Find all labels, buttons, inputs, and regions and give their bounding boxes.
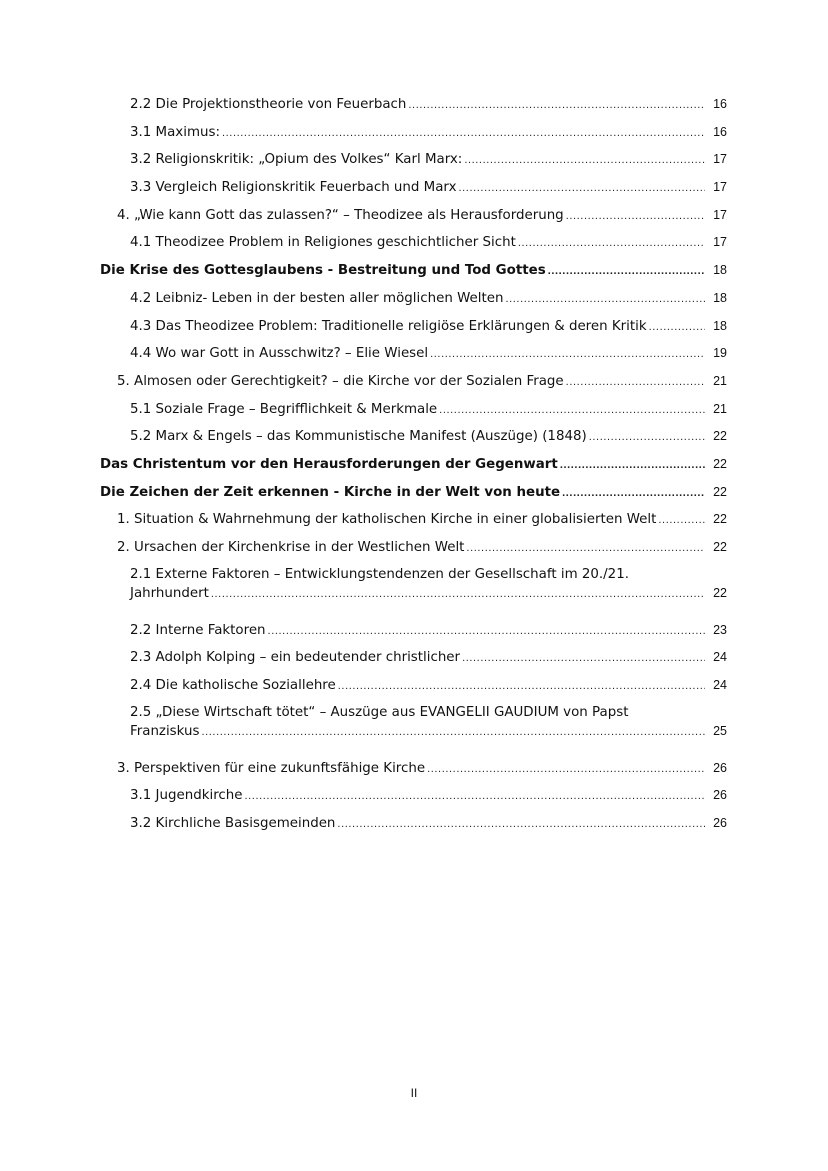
toc-entry[interactable] bbox=[100, 510, 727, 538]
toc-entry[interactable] bbox=[100, 814, 727, 842]
toc-entry-title-continued: Jahrhundert bbox=[130, 585, 209, 601]
dot-leader bbox=[408, 96, 705, 114]
toc-entry[interactable] bbox=[100, 455, 727, 483]
dot-leader bbox=[211, 585, 705, 603]
toc-entry-page-number: 24 bbox=[713, 650, 727, 665]
toc-entry-page-number: 22 bbox=[713, 484, 727, 499]
toc-entry[interactable] bbox=[100, 206, 727, 234]
dot-leader bbox=[201, 723, 705, 741]
toc-entry-title: 3.2 Religionskritik: „Opium des Volkes“ Karl Marx: bbox=[130, 152, 463, 168]
dot-leader bbox=[222, 124, 705, 142]
toc-entry-page-number: 17 bbox=[713, 152, 727, 167]
toc-entry[interactable] bbox=[100, 95, 727, 123]
toc-entry[interactable] bbox=[100, 372, 727, 400]
toc-entry[interactable] bbox=[100, 317, 727, 345]
toc-entry-page-number: 25 bbox=[713, 723, 727, 738]
toc-entry-title: Das Christentum vor den Herausforderungen der Gegenwart bbox=[100, 456, 558, 472]
toc-entry-page-number: 21 bbox=[713, 373, 727, 388]
toc-entry[interactable] bbox=[100, 289, 727, 317]
toc-entry[interactable] bbox=[100, 538, 727, 566]
toc-entry-title: 5.2 Marx & Engels – das Kommunistische Manifest (Auszüge) (1848) bbox=[130, 429, 587, 445]
table-of-contents bbox=[100, 95, 727, 842]
dot-leader bbox=[562, 484, 705, 502]
toc-entry[interactable] bbox=[100, 759, 727, 787]
dot-leader bbox=[649, 318, 705, 336]
toc-entry-title: 2.5 „Diese Wirtschaft tötet“ – Auszüge aus EVANGELII GAUDIUM von Papst bbox=[130, 704, 629, 720]
toc-entry[interactable] bbox=[100, 786, 727, 814]
toc-entry-page-number: 26 bbox=[713, 760, 727, 775]
toc-entry-page-number: 17 bbox=[713, 207, 727, 222]
dot-leader bbox=[338, 677, 705, 695]
toc-entry-continuation-line bbox=[130, 722, 727, 741]
toc-entry-title: 2.3 Adolph Kolping – ein bedeutender christlicher bbox=[130, 650, 461, 666]
toc-entry-title: 2.4 Die katholische Soziallehre bbox=[130, 678, 336, 694]
toc-entry-page-number: 22 bbox=[713, 540, 727, 554]
dot-leader bbox=[337, 815, 705, 833]
toc-entry-page-number: 22 bbox=[713, 429, 727, 444]
toc-entry-page-number: 21 bbox=[713, 401, 727, 416]
dot-leader bbox=[589, 428, 705, 446]
toc-entry-title: 4.4 Wo war Gott in Ausschwitz? – Elie Wiesel bbox=[130, 346, 429, 362]
toc-entry[interactable] bbox=[100, 676, 727, 704]
toc-entry[interactable] bbox=[100, 261, 727, 289]
toc-entry[interactable] bbox=[100, 400, 727, 428]
dot-leader bbox=[459, 179, 706, 197]
page-number: II bbox=[410, 1086, 418, 1100]
dot-leader bbox=[566, 373, 705, 391]
toc-entry-title-continued: Franziskus bbox=[130, 723, 200, 739]
toc-entry-page-number: 18 bbox=[713, 318, 727, 333]
toc-entry-title: 3.2 Kirchliche Basisgemeinden bbox=[130, 816, 336, 832]
toc-entry-page-number: 22 bbox=[713, 456, 727, 471]
dot-leader bbox=[464, 151, 705, 169]
toc-entry-page-number: 17 bbox=[713, 235, 727, 250]
toc-entry[interactable] bbox=[100, 566, 727, 621]
toc-entry-page-number: 16 bbox=[713, 124, 727, 139]
dot-leader bbox=[462, 649, 705, 667]
dot-leader bbox=[245, 787, 706, 805]
dot-leader bbox=[430, 345, 705, 363]
toc-entry-page-number: 24 bbox=[713, 678, 727, 693]
toc-entry[interactable] bbox=[100, 344, 727, 372]
toc-entry-title: 1. Situation & Wahrnehmung der katholischen Kirche in einer globalisierten Welt bbox=[117, 512, 657, 528]
toc-entry-title: 4. „Wie kann Gott das zulassen?“ – Theodizee als Herausforderung bbox=[117, 207, 564, 223]
toc-entry-title: 2.2 Die Projektionstheorie von Feuerbach bbox=[130, 97, 407, 112]
dot-leader bbox=[658, 511, 705, 529]
toc-entry[interactable] bbox=[100, 233, 727, 261]
dot-leader bbox=[505, 290, 705, 308]
toc-entry-page-number: 26 bbox=[713, 816, 727, 831]
toc-entry-page-number: 18 bbox=[713, 263, 727, 278]
dot-leader bbox=[268, 622, 705, 640]
toc-entry-continuation-line bbox=[130, 584, 727, 603]
toc-entry-title: Die Zeichen der Zeit erkennen - Kirche in der Welt von heute bbox=[100, 484, 561, 500]
toc-entry[interactable] bbox=[100, 621, 727, 649]
toc-entry-page-number: 26 bbox=[713, 788, 727, 803]
toc-entry-title: Die Krise des Gottesglaubens - Bestreitung und Tod Gottes bbox=[100, 263, 546, 279]
toc-entry-page-number: 23 bbox=[713, 622, 727, 637]
toc-entry-title: 3. Perspektiven für eine zukunftsfähige Kirche bbox=[117, 760, 426, 776]
toc-entry-title: 5.1 Soziale Frage – Begrifflichkeit & Merkmale bbox=[130, 401, 438, 417]
toc-entry-title: 3.1 Jugendkirche bbox=[130, 788, 243, 804]
toc-entry-page-number: 22 bbox=[713, 512, 727, 527]
dot-leader bbox=[439, 401, 705, 419]
toc-entry[interactable] bbox=[100, 648, 727, 676]
toc-entry[interactable] bbox=[100, 123, 727, 151]
toc-entry-title: 2. Ursachen der Kirchenkrise in der Westlichen Welt bbox=[117, 540, 465, 555]
toc-entry[interactable] bbox=[100, 427, 727, 455]
toc-entry-page-number: 16 bbox=[713, 97, 727, 111]
toc-entry[interactable] bbox=[100, 483, 727, 511]
toc-entry-title: 3.3 Vergleich Religionskritik Feuerbach und Marx bbox=[130, 180, 457, 196]
toc-entry-title: 3.1 Maximus: bbox=[130, 124, 220, 140]
dot-leader bbox=[560, 456, 705, 474]
toc-entry-page-number: 17 bbox=[713, 180, 727, 195]
dot-leader bbox=[566, 207, 705, 225]
toc-entry[interactable] bbox=[100, 704, 727, 759]
toc-entry[interactable] bbox=[100, 150, 727, 178]
dot-leader bbox=[518, 234, 705, 252]
toc-entry-title: 4.3 Das Theodizee Problem: Traditionelle religiöse Erklärungen & deren Kritik bbox=[130, 318, 647, 334]
dot-leader bbox=[548, 262, 705, 280]
toc-entry-page-number: 22 bbox=[713, 585, 727, 600]
dot-leader bbox=[466, 539, 705, 557]
toc-entry-title: 2.2 Interne Faktoren bbox=[130, 622, 266, 638]
dot-leader bbox=[427, 760, 705, 778]
toc-entry-title: 2.1 Externe Faktoren – Entwicklungstendenzen der Gesellschaft im 20./21. bbox=[130, 566, 629, 582]
toc-entry-page-number: 19 bbox=[713, 346, 727, 361]
toc-entry-title: 4.1 Theodizee Problem in Religiones geschichtlicher Sicht bbox=[130, 235, 516, 251]
toc-entry[interactable] bbox=[100, 178, 727, 206]
toc-entry-title: 4.2 Leibniz- Leben in der besten aller möglichen Welten bbox=[130, 290, 504, 306]
toc-entry-page-number: 18 bbox=[713, 290, 727, 305]
toc-entry-title: 5. Almosen oder Gerechtigkeit? – die Kirche vor der Sozialen Frage bbox=[117, 373, 564, 389]
